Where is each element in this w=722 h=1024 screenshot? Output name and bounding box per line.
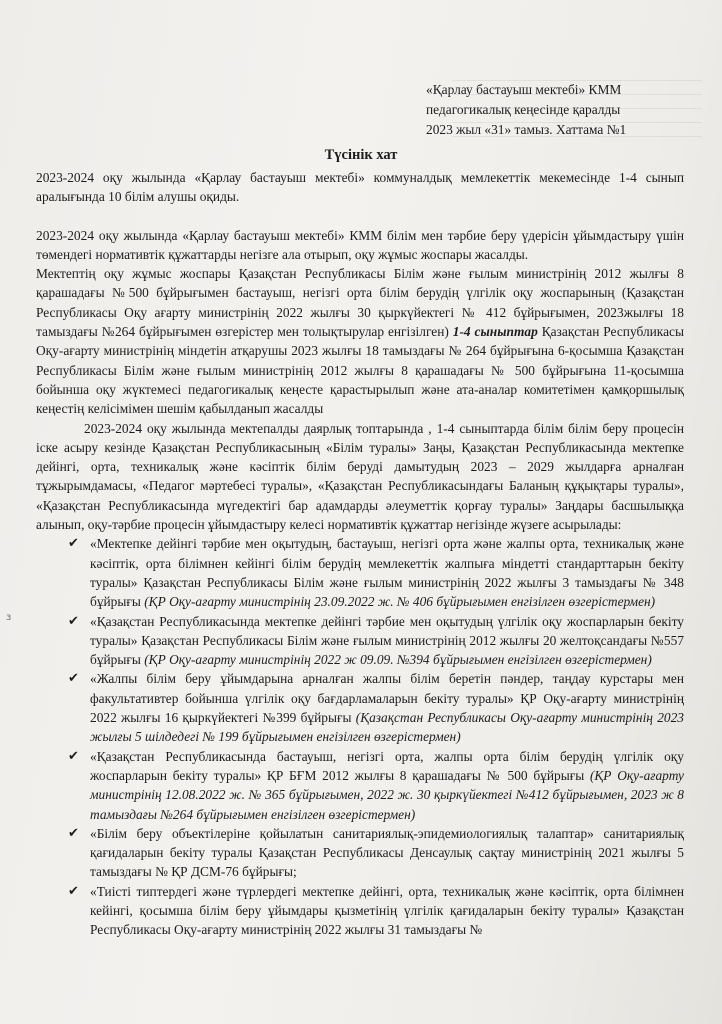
- paragraph-workplan: 2023-2024 оқу жылында «Қарлау бастауыш мектебі» КММ білім мен тәрбие беру үдерісін ұйымдастыру үшін төмендегі нормативтік құжаттарды негізге ала отырып, оқу жұмыс жоспары жасалды.: [36, 227, 684, 262]
- grades-highlight: 1-4 сыныптар: [452, 324, 538, 340]
- check-icon: ✔: [68, 825, 79, 841]
- paragraph-legal-basis: 2023-2024 оқу жылында мектепалды даярлық топтарында , 1-4 сыныптарда білім білім беру процесін іске асыру кезінде Қазақстан Республикасының «Білім туралы» Заңы, Қазақстан Республикасында мектепке дейінгі, орта, техникалық және кәсіптік білім беруді дамытудың 2023 – 2029 жылдарға арналған тұжырымдамасы, «Педагог мәртебесі туралы», «Қазақстан Республикасындағы Баланың құқықтары туралы», «Қазақстан Республикасында мүгедектігі бар адамдарды әлеуметтік қорғау туралы» Заңдары басшылыққа алынып, оқу-тәрбие процесін ұйымдастыру келесі нормативтік құжаттар негізінде жүзеге асырылады:: [36, 420, 684, 533]
- list-item: [68, 612, 684, 670]
- check-icon: ✔: [68, 748, 79, 764]
- margin-mark: з: [6, 612, 12, 623]
- curriculum-text-1: Мектептің оқу жұмыс жоспары Қазақстан Республикасы Білім және ғылым министрінің 2012 жылғы 8 қарашадағы №500 бұйрығымен бастауыш, негізгі орта білім берудің үлгілік оқу жоспарының (Қазақстан Республикасы Оқу ағарту министрінің 2022 жылғы 30 қыркүйектегі № 412 бұйрығымен, 2023жылғы 18 тамыздағы №264 бұйрығымен өзгерістер мен толықтырулар енгізілген): [36, 266, 684, 340]
- list-item-text: «Білім беру объектілеріне қойылатын санитариялық-эпидемиологиялық талаптар» санитариялық қағидаларын бекіту туралы Қазақстан Республикасы Денсаулық сақтау министрінің 2021 жылғы 5 тамыздағы № ҚР ДСМ-76 бұйрығы;: [90, 825, 684, 880]
- header-line-2: педагогикалық кеңесінде қаралды: [426, 102, 621, 117]
- list-item-note: (ҚР Оқу-ағарту министрінің 23.09.2022 ж. № 406 бұйрығымен енгізілген өзгерістермен): [144, 594, 656, 610]
- paragraph-students: 2023-2024 оқу жылында «Қарлау бастауыш мектебі» коммуналдық мемлекеттік мекемесінде 1-4 сынып аралығында 10 білім алушы оқиды.: [36, 170, 684, 205]
- list-item-text: «Қазақстан Республикасында мектепке дейінгі тәрбие мен оқытудың үлгілік оқу жоспарларын бекіту туралы» Қазақстан Республикасы Білім және ғылым министрінің 2012 жылғы 20 желтоқсандағы №557 бұйрығы: [90, 613, 684, 668]
- list-item: [68, 824, 684, 882]
- header-line-3: 2023 жыл «31» тамыз. Хаттама №1: [426, 122, 627, 137]
- paragraph-curriculum: [36, 264, 684, 418]
- list-item-text: «Мектепке дейінгі тәрбие мен оқытудың, бастауыш, негізгі орта және жалпы орта, техникалық және кәсіптік, орта білімнен кейінгі білім берудің мемлекеттік жалпыға міндетті стандарттарын бекіту туралы» Қазақстан Республикасы Білім және ғылым министрінің 2022 жылғы 3 тамыздағы № 348 бұйрығы: [90, 536, 684, 610]
- list-item: [68, 882, 684, 940]
- approval-header: [426, 80, 716, 140]
- header-line-1: «Қарлау бастауыш мектебі» КММ: [426, 82, 622, 97]
- check-icon: ✔: [68, 671, 79, 687]
- normative-documents-list: [36, 534, 684, 939]
- list-item: [68, 669, 684, 746]
- list-item-note: (ҚР Оқу-ағарту министрінің 2022 ж 09.09. №394 бұйрығымен енгізілген өзгерістермен): [144, 652, 652, 668]
- curriculum-text-2: Қазақстан Республикасы Оқу-ағарту министрінің міндетін атқарушы 2023 жылғы 18 тамыздағы № 264 бұйрығына 6-қосымша Қазақстан Республикасы Білім және ғылым министрінің 2012 жылғы 8 қарашадағы № 500 бұйрығына 11-қосымша бойынша оқу жүктемесі педагогикалық кеңесте қарастырылып және ата-аналар комитетімен қамқоршылық кеңестің келісімімен шешім қабылданып жасалды: [36, 324, 684, 417]
- check-icon: ✔: [68, 613, 79, 629]
- list-item-note: (Қазақстан Республикасы Оқу-ағарту министрінің 2023 жылғы 5 шілдедегі № 199 бұйрығымен енгізілген өзгерістермен): [90, 710, 684, 745]
- list-item-note: (ҚР Оқу-ағарту министрінің 12.08.2022 ж. № 365 бұйрығымен, 2022 ж. 30 қыркүйектегі №412 бұйрығымен, 2023 ж 8 тамыздағы №264 бұйрығымен енгізілген өзгерістермен): [90, 767, 684, 822]
- document-body: [36, 168, 684, 940]
- list-item-text: «Жалпы білім беру ұйымдарына арналған жалпы білім беретін пәндер, таңдау курстары мен факультативтер бойынша үлгілік оқу бағдарламаларын бекіту туралы» ҚР Оқу-ағарту министрінің 2022 жылғы 16 қыркүйектегі №399 бұйрығы: [90, 671, 684, 726]
- document-title: Түсінік хат: [324, 147, 398, 163]
- check-icon: ✔: [68, 883, 79, 899]
- check-icon: ✔: [68, 536, 79, 552]
- list-item: [68, 534, 684, 611]
- list-item: [68, 747, 684, 824]
- list-item-text: «Тиісті типтердегі және түрлердегі мектепке дейінгі, орта, техникалық және кәсіптік, орта білімнен кейінгі, қосымша білім беру ұйымдары қызметінің үлгілік қағидаларын бекіту туралы» Қазақстан Республикасы Оқу-ағарту министрінің 2022 жылғы 31 тамыздағы №: [90, 883, 684, 938]
- spacer: [36, 207, 684, 226]
- list-item-text: «Қазақстан Республикасында бастауыш, негізгі орта, жалпы орта білім берудің үлгілік оқу жоспарларын бекіту туралы» ҚР БҒМ 2012 жылғы 8 қарашадағы № 500 бұйрығы: [90, 748, 684, 783]
